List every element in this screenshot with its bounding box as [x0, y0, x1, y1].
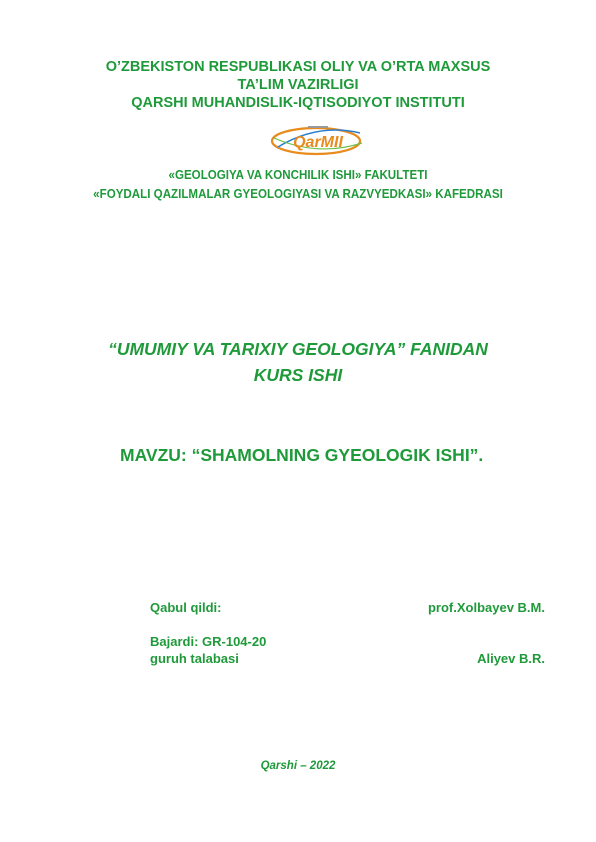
institute-name: QARSHI MUHANDISLIK-IQTISODIYOT INSTITUTI	[131, 95, 465, 111]
subject-line-1: “UMUMIY VA TARIXIY GEOLOGIYA” FANIDAN	[108, 339, 488, 359]
institute-logo	[268, 123, 368, 159]
logo-text: QarMII	[293, 134, 343, 151]
city-year: Qarshi – 2022	[260, 760, 336, 772]
ministry-line-1: O’ZBEKISTON RESPUBLIKASI OLIY VA O’RTA MAXSUS	[105, 59, 491, 75]
received-label: Qabul qildi:	[150, 600, 222, 615]
qarmii-logo-icon	[268, 123, 368, 159]
topic-title: MAVZU: “SHAMOLNING GYEOLOGIK ISHI”.	[120, 445, 484, 465]
received-name: prof.Xolbayev B.M.	[427, 600, 545, 615]
done-label: Bajardi: GR-104-20	[150, 634, 267, 649]
department-name: «FOYDALI QAZILMALAR GYEOLOGIYASI VA RAZVYEDKASI» KAFEDRASI	[93, 187, 503, 201]
student-name: Aliyev B.R.	[477, 651, 545, 666]
ministry-header	[0, 58, 596, 112]
group-label: guruh talabasi	[150, 651, 239, 666]
faculty-block	[24, 166, 572, 204]
subject-line-2: KURS ISHI	[253, 365, 343, 385]
ministry-line-2: TA’LIM VAZIRLIGI	[237, 77, 359, 93]
faculty-name: «GEOLOGIYA VA KONCHILIK ISHI» FAKULTETI	[168, 168, 428, 182]
course-subject	[0, 336, 596, 388]
